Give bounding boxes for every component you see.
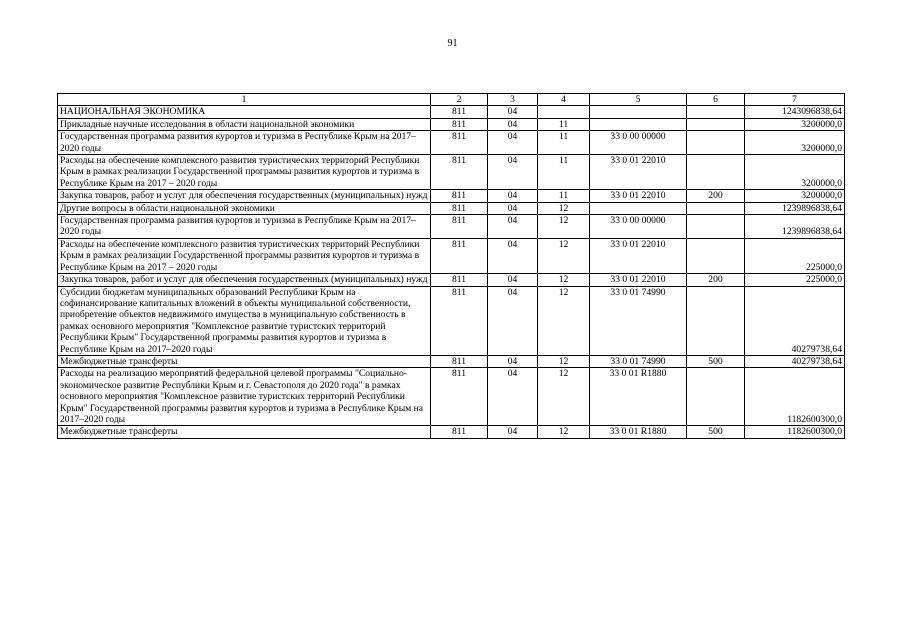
budget-table-body bbox=[58, 94, 845, 439]
subsection-code-cell: 11 bbox=[538, 190, 590, 202]
table-row bbox=[58, 286, 845, 355]
expense-type-cell: 500 bbox=[687, 355, 745, 367]
ministry-code-cell: 811 bbox=[431, 215, 488, 239]
row-name-cell: Закупка товаров, работ и услуг для обеспечения государственных (муниципальных) нужд bbox=[58, 190, 431, 202]
ministry-code-cell: 811 bbox=[431, 355, 488, 367]
target-article-cell: 33 0 01 74990 bbox=[590, 355, 687, 367]
page-number: 91 bbox=[447, 38, 458, 49]
target-article-cell: 33 0 00 00000 bbox=[590, 131, 687, 155]
expense-type-cell bbox=[687, 238, 745, 273]
subsection-code-cell: 12 bbox=[538, 286, 590, 355]
expense-type-cell: 500 bbox=[687, 426, 745, 438]
table-row bbox=[58, 238, 845, 273]
row-name-cell: Закупка товаров, работ и услуг для обеспечения государственных (муниципальных) нужд bbox=[58, 274, 431, 286]
ministry-code-cell: 811 bbox=[431, 274, 488, 286]
target-article-cell: 33 0 01 22010 bbox=[590, 238, 687, 273]
amount-cell: 1243096838,64 bbox=[745, 106, 845, 118]
row-name-cell: Другие вопросы в области национальной экономики bbox=[58, 202, 431, 214]
section-code-cell: 04 bbox=[488, 426, 538, 438]
table-row bbox=[58, 426, 845, 438]
expense-type-cell bbox=[687, 368, 745, 426]
target-article-cell: 33 0 01 74990 bbox=[590, 286, 687, 355]
row-name-cell: Государственная программа развития курортов и туризма в Республике Крым на 2017–2020 годы bbox=[58, 215, 431, 239]
subsection-code-cell: 12 bbox=[538, 368, 590, 426]
row-name-cell: Расходы на реализацию мероприятий федеральной целевой программы "Социально-экономическое развитие Республики Крым и г. Севастополя до 2020 года" в рамках основного мероприятия "Комплексное развитие туристских территорий Республики Крым" Государственной программы развития курортов и туризма в Республике Крым на 2017–2020 годы bbox=[58, 368, 431, 426]
ministry-code-cell: 811 bbox=[431, 426, 488, 438]
target-article-cell bbox=[590, 118, 687, 130]
amount-cell: 1239896838,64 bbox=[745, 215, 845, 239]
expense-type-cell bbox=[687, 202, 745, 214]
column-header-row bbox=[58, 94, 845, 106]
expense-type-cell bbox=[687, 106, 745, 118]
section-code-cell: 04 bbox=[488, 131, 538, 155]
ministry-code-cell: 811 bbox=[431, 190, 488, 202]
section-code-cell: 04 bbox=[488, 106, 538, 118]
ministry-code-cell: 811 bbox=[431, 155, 488, 190]
amount-cell: 3200000,0 bbox=[745, 190, 845, 202]
column-header: 3 bbox=[488, 94, 538, 106]
ministry-code-cell: 811 bbox=[431, 286, 488, 355]
column-header: 5 bbox=[590, 94, 687, 106]
target-article-cell: 33 0 01 R1880 bbox=[590, 368, 687, 426]
target-article-cell: 33 0 01 22010 bbox=[590, 155, 687, 190]
table-row bbox=[58, 202, 845, 214]
expense-type-cell bbox=[687, 215, 745, 239]
amount-cell: 225000,0 bbox=[745, 238, 845, 273]
expense-type-cell: 200 bbox=[687, 274, 745, 286]
section-code-cell: 04 bbox=[488, 202, 538, 214]
column-header: 7 bbox=[745, 94, 845, 106]
amount-cell: 1182600300,0 bbox=[745, 426, 845, 438]
section-code-cell: 04 bbox=[488, 215, 538, 239]
subsection-code-cell: 12 bbox=[538, 355, 590, 367]
column-header: 2 bbox=[431, 94, 488, 106]
target-article-cell: 33 0 01 R1880 bbox=[590, 426, 687, 438]
section-code-cell: 04 bbox=[488, 118, 538, 130]
table-row bbox=[58, 106, 845, 118]
subsection-code-cell: 11 bbox=[538, 131, 590, 155]
target-article-cell: 33 0 00 00000 bbox=[590, 215, 687, 239]
table-row bbox=[58, 355, 845, 367]
subsection-code-cell bbox=[538, 106, 590, 118]
column-header: 6 bbox=[687, 94, 745, 106]
row-name-cell: Расходы на обеспечение комплексного развития туристических территорий Республики Крым в рамках реализации Государственной программы развития курортов и туризма в Республике Крым на 2017 – 2020 годы bbox=[58, 155, 431, 190]
subsection-code-cell: 12 bbox=[538, 238, 590, 273]
expense-type-cell bbox=[687, 155, 745, 190]
subsection-code-cell: 12 bbox=[538, 426, 590, 438]
ministry-code-cell: 811 bbox=[431, 202, 488, 214]
section-code-cell: 04 bbox=[488, 190, 538, 202]
target-article-cell: 33 0 01 22010 bbox=[590, 274, 687, 286]
row-name-cell: Государственная программа развития курортов и туризма в Республике Крым на 2017–2020 годы bbox=[58, 131, 431, 155]
table-row bbox=[58, 368, 845, 426]
ministry-code-cell: 811 bbox=[431, 118, 488, 130]
section-code-cell: 04 bbox=[488, 274, 538, 286]
column-header: 4 bbox=[538, 94, 590, 106]
amount-cell: 3200000,0 bbox=[745, 131, 845, 155]
target-article-cell bbox=[590, 106, 687, 118]
expense-type-cell: 200 bbox=[687, 190, 745, 202]
amount-cell: 1239896838,64 bbox=[745, 202, 845, 214]
section-code-cell: 04 bbox=[488, 155, 538, 190]
section-code-cell: 04 bbox=[488, 355, 538, 367]
amount-cell: 225000,0 bbox=[745, 274, 845, 286]
table-row bbox=[58, 131, 845, 155]
budget-table bbox=[57, 93, 845, 439]
table-row bbox=[58, 274, 845, 286]
ministry-code-cell: 811 bbox=[431, 368, 488, 426]
subsection-code-cell: 11 bbox=[538, 155, 590, 190]
row-name-cell: Межбюджетные трансферты bbox=[58, 355, 431, 367]
amount-cell: 3200000,0 bbox=[745, 155, 845, 190]
expense-type-cell bbox=[687, 286, 745, 355]
table-row bbox=[58, 155, 845, 190]
ministry-code-cell: 811 bbox=[431, 238, 488, 273]
table-row bbox=[58, 190, 845, 202]
amount-cell: 40279738,64 bbox=[745, 355, 845, 367]
row-name-cell: Субсидии бюджетам муниципальных образований Республики Крым на софинансирование капитальных вложений в объекты муниципальной собственности, приобретение объектов недвижимого имущества в муниципальную собственность в рамках основного мероприятия "Комплексное развитие туристских территорий Республики Крым" Государственной программы развития курортов и туризма в Республике Крым на 2017–2020 годы bbox=[58, 286, 431, 355]
row-name-cell: Расходы на обеспечение комплексного развития туристических территорий Республики Крым в рамках реализации Государственной программы развития курортов и туризма в Республике Крым на 2017 – 2020 годы bbox=[58, 238, 431, 273]
section-code-cell: 04 bbox=[488, 286, 538, 355]
table-row bbox=[58, 215, 845, 239]
column-header: 1 bbox=[58, 94, 431, 106]
row-name-cell: НАЦИОНАЛЬНАЯ ЭКОНОМИКА bbox=[58, 106, 431, 118]
expense-type-cell bbox=[687, 131, 745, 155]
subsection-code-cell: 11 bbox=[538, 118, 590, 130]
section-code-cell: 04 bbox=[488, 368, 538, 426]
ministry-code-cell: 811 bbox=[431, 131, 488, 155]
subsection-code-cell: 12 bbox=[538, 215, 590, 239]
subsection-code-cell: 12 bbox=[538, 202, 590, 214]
section-code-cell: 04 bbox=[488, 238, 538, 273]
expense-type-cell bbox=[687, 118, 745, 130]
target-article-cell: 33 0 01 22010 bbox=[590, 190, 687, 202]
ministry-code-cell: 811 bbox=[431, 106, 488, 118]
amount-cell: 3200000,0 bbox=[745, 118, 845, 130]
row-name-cell: Межбюджетные трансферты bbox=[58, 426, 431, 438]
amount-cell: 1182600300,0 bbox=[745, 368, 845, 426]
subsection-code-cell: 12 bbox=[538, 274, 590, 286]
target-article-cell bbox=[590, 202, 687, 214]
table-row bbox=[58, 118, 845, 130]
row-name-cell: Прикладные научные исследования в области национальной экономики bbox=[58, 118, 431, 130]
amount-cell: 40279738,64 bbox=[745, 286, 845, 355]
